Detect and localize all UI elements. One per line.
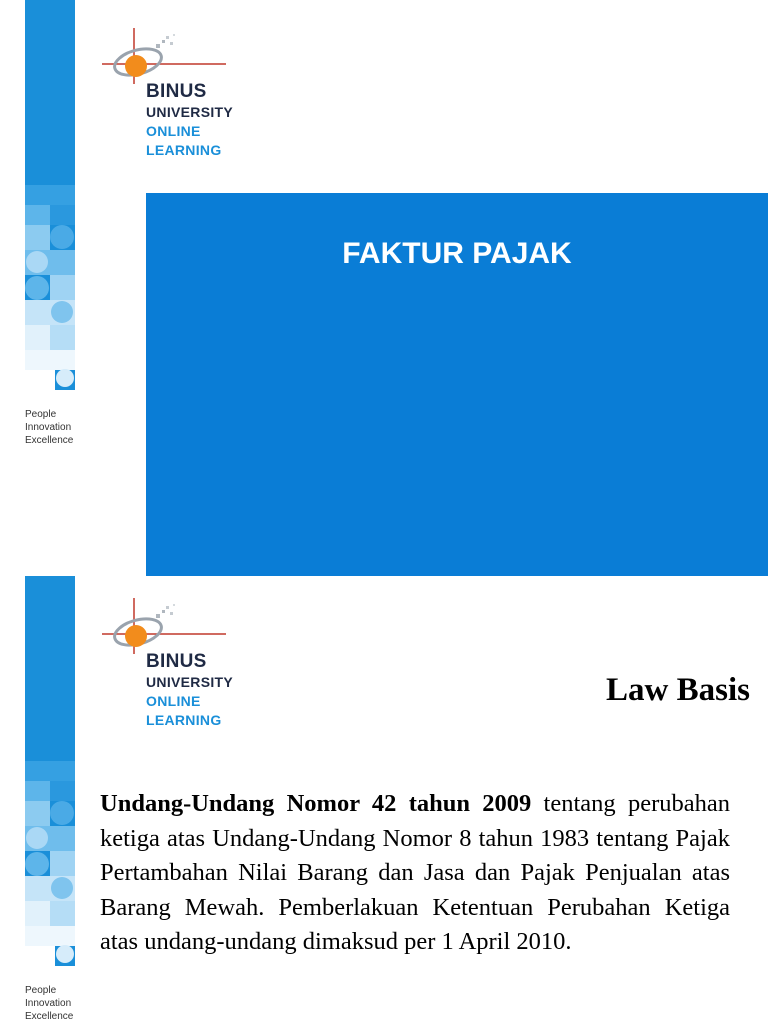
logo-mark-icon — [98, 28, 248, 88]
side-pattern-graphic — [25, 576, 75, 966]
logo-text-university: UNIVERSITY — [146, 674, 234, 690]
title-panel — [146, 193, 768, 576]
tagline — [25, 984, 73, 1023]
side-pattern-graphic — [25, 0, 75, 390]
logo-text-learning: LEARNING — [146, 142, 222, 158]
tagline-line: Innovation — [25, 422, 72, 433]
slide-heading: Law Basis — [606, 672, 750, 708]
tagline-line: Innovation — [25, 998, 72, 1009]
tagline-line: People — [25, 985, 57, 996]
binus-logo — [98, 598, 248, 728]
law-reference-bold: Undang-Undang Nomor 42 tahun 2009 — [100, 790, 532, 817]
logo-text-learning: LEARNING — [146, 712, 222, 728]
law-body-text: tentang perubahan ketiga atas Undang-Undang Nomor 8 tahun 1983 tentang Pajak Pertambahan Nilai Barang dan Jasa dan Pajak Penjualan atas Barang Mewah. Pemberlakuan Ketentuan Perubahan Ketiga atas undang-undang dimaksud per 1 April 2010. — [100, 790, 730, 955]
side-decoration-bar — [25, 576, 75, 966]
binus-logo — [98, 28, 248, 158]
tagline-line: People — [25, 409, 57, 420]
logo-text-online: ONLINE — [146, 123, 201, 139]
tagline-line: Excellence — [25, 1011, 74, 1022]
side-decoration-bar — [25, 0, 75, 390]
logo-text-binus: BINUS — [146, 651, 207, 672]
logo-text-university: UNIVERSITY — [146, 104, 234, 120]
logo-mark-icon — [98, 598, 248, 658]
law-body-paragraph — [100, 787, 730, 960]
slide-title: FAKTUR PAJAK — [342, 237, 572, 270]
tagline-line: Excellence — [25, 435, 74, 446]
logo-text-online: ONLINE — [146, 693, 201, 709]
logo-text-binus: BINUS — [146, 81, 207, 102]
tagline — [25, 408, 73, 447]
law-basis-slide — [0, 576, 768, 1024]
